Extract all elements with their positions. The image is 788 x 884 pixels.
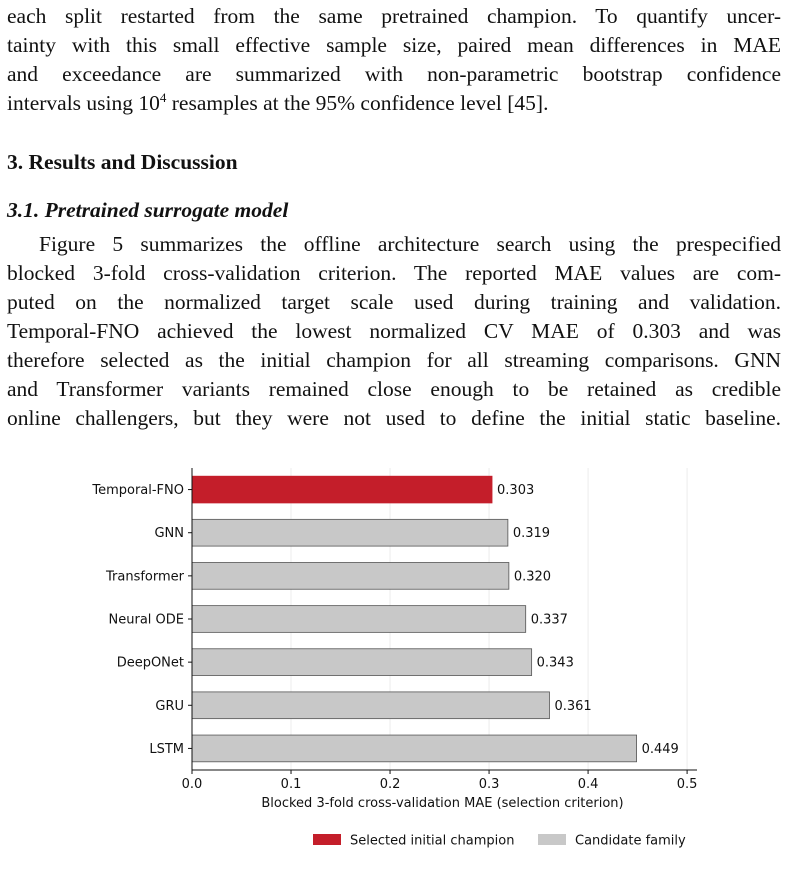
x-tick-label: 0.0 (181, 777, 203, 792)
category-label: Temporal-FNO (92, 483, 184, 499)
data-label: 0.337 (530, 612, 568, 628)
bar (192, 649, 532, 676)
bar (192, 606, 526, 633)
legend-swatch (538, 834, 566, 845)
legend-label: Candidate family (575, 833, 686, 849)
text-line: each split restarted from the same pretrained champion. To quantify uncer- (7, 4, 781, 28)
text-fragment: resamples at the 95% confidence level [45]. (166, 91, 549, 115)
body-paragraph (7, 230, 781, 433)
text-line: Figure 5 summarizes the offline architecture search using the prespecified (39, 232, 781, 256)
legend-label: Selected initial champion (350, 833, 515, 849)
data-label: 0.319 (512, 526, 551, 542)
legend-swatch (313, 834, 341, 845)
text-fragment: intervals using 10 (7, 91, 160, 115)
intro-paragraph (7, 2, 781, 118)
text-line: puted on the normalized target scale used during training and validation. (7, 290, 781, 314)
text-line: and exceedance are summarized with non-parametric bootstrap confidence (7, 62, 781, 86)
text-line: Temporal-FNO achieved the lowest normalized CV MAE of 0.303 and was (7, 319, 781, 343)
x-tick-label: 0.5 (676, 777, 698, 792)
data-label: 0.320 (513, 569, 552, 585)
x-tick-label: 0.1 (280, 777, 302, 792)
data-label: 0.303 (497, 483, 535, 499)
bar (192, 692, 549, 719)
category-label: LSTM (149, 741, 184, 757)
bar (192, 519, 508, 546)
category-label: Transformer (105, 569, 184, 585)
bar (192, 735, 637, 762)
subsection-title: 3.1. Pretrained surrogate model (7, 198, 289, 222)
text-line: blocked 3-fold cross-validation criterion. The reported MAE values are com- (7, 261, 781, 285)
mae-bar-chart (0, 460, 788, 880)
bar (192, 476, 492, 503)
exponent: 4 (159, 90, 167, 105)
section-title: 3. Results and Discussion (7, 150, 238, 174)
data-label: 0.361 (554, 698, 592, 714)
category-label: Neural ODE (108, 612, 184, 628)
category-label: GRU (155, 698, 184, 714)
text-line: and Transformer variants remained close enough to be retained as credible (7, 377, 781, 401)
category-label: DeepONet (116, 655, 184, 671)
text-line: online challengers, but they were not used to define the initial static baseline. (7, 406, 781, 430)
x-tick-label: 0.2 (379, 777, 401, 792)
x-tick-label: 0.3 (478, 777, 500, 792)
x-axis-label: Blocked 3-fold cross-validation MAE (selection criterion) (261, 796, 624, 811)
text-line: tainty with this small effective sample size, paired mean differences in MAE (7, 33, 781, 57)
x-tick-label: 0.4 (577, 777, 599, 792)
category-label: GNN (154, 526, 184, 542)
data-label: 0.343 (536, 655, 574, 671)
data-label: 0.449 (641, 741, 679, 757)
text-line (7, 89, 781, 118)
bar (192, 562, 509, 589)
text-line: therefore selected as the initial champion for all streaming comparisons. GNN (7, 348, 781, 372)
